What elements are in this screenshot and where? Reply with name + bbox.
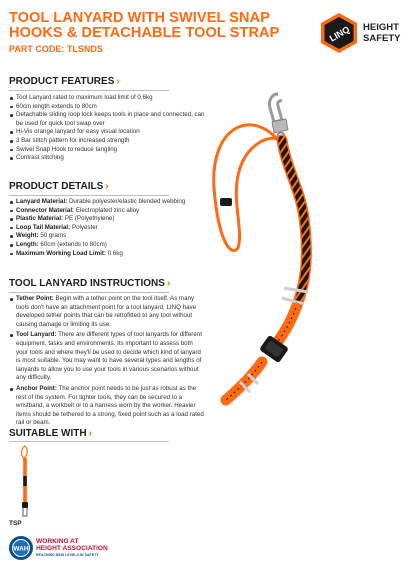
details-heading-text: PRODUCT DETAILS (9, 181, 104, 192)
list-item (9, 250, 204, 259)
detail-label: Weight: (16, 232, 39, 240)
detail-label: Plastic Material: (16, 215, 64, 223)
loop-lock-icon (220, 198, 232, 206)
title-line-1: TOOL LANYARD WITH SWIVEL SNAP (9, 10, 270, 26)
detail-value: PE (Polyethylene) (64, 215, 115, 223)
list-item (9, 241, 204, 250)
wah-tagline: REACHING NEW LEVELS IN SAFETY (36, 553, 99, 557)
logo-line-2: SAFETY (363, 33, 401, 44)
instruction-text: The anchor point needs to be just as robust as the rest of the system. For lighter tools, they can be secured to a wristband, a workbelt or to a harness worn by the worker. Heavier items should be tethered to a strong, fixed point such as a load rated rail or beam. (16, 384, 204, 427)
list-item: Detachable sliding loop lock keeps tools in place and connected, can be used for quick tool swap over (9, 111, 209, 128)
features-heading (9, 76, 120, 87)
detail-label: Maximum Working Load Limit: (16, 249, 106, 257)
instruction-label: Tool Lanyard: (16, 331, 57, 339)
list-item: Contrast stitching (9, 154, 209, 163)
detail-label: Loop Tail Material: (16, 223, 71, 231)
list-item: Tool Lanyard rated to maximum load limit of 0.6kg (9, 94, 209, 103)
lanyard-product-image (200, 88, 416, 448)
list-item (9, 385, 205, 428)
details-divider (9, 195, 169, 196)
title-line-2: HOOKS & DETACHABLE TOOL STRAP (9, 25, 280, 41)
detail-value: Electroplated zinc alloy (75, 206, 140, 214)
features-divider (9, 90, 169, 91)
detail-value: Polyester (71, 223, 98, 231)
list-item: Swivel Snap Hook to reduce tangling (9, 146, 209, 155)
detail-label: Lanyard Material: (16, 198, 68, 205)
list-item (9, 232, 204, 241)
detail-value: 0.6kg (107, 249, 123, 257)
list-item: Hi-Vis orange lanyard for easy visual location (9, 128, 209, 137)
chevron-right-icon: › (88, 428, 92, 439)
details-list (9, 198, 204, 258)
list-item: 60cm length extends to 80cm (9, 103, 209, 112)
instruction-label: Anchor Point: (16, 384, 57, 392)
wah-badge-text: WAH (13, 545, 29, 553)
wah-badge-icon (8, 535, 34, 561)
instruction-text: Begin with a tether point on the tool itself. As many tools don't have an attachment point for a tool lanyard, LINQ have developed tether points that can be retrofitted to any tool without causing damage or limiting its use. (16, 295, 197, 328)
detail-label: Connector Material: (16, 206, 75, 214)
suitable-item-code: TSP (9, 520, 22, 527)
detail-value: 50 grams (40, 232, 67, 240)
chevron-right-icon: › (166, 278, 171, 289)
list-item (9, 295, 205, 329)
part-code (9, 44, 103, 54)
linq-mark: LINQ (327, 24, 352, 44)
page-title (9, 11, 309, 41)
instructions-list (9, 295, 205, 430)
list-item (9, 207, 204, 216)
list-item (9, 215, 204, 224)
features-list (9, 94, 209, 163)
instructions-heading (9, 278, 170, 289)
logo-line-1: HEIGHT (363, 22, 399, 33)
wah-line-2: HEIGHT ASSOCIATION (36, 545, 108, 552)
chevron-right-icon: › (105, 181, 109, 192)
instruction-label: Tether Point: (16, 295, 54, 302)
list-item (9, 198, 204, 207)
chevron-right-icon: › (116, 76, 120, 87)
linq-hexagon-icon (319, 12, 359, 54)
features-heading-text: PRODUCT FEATURES (9, 76, 115, 87)
detail-label: Length: (16, 240, 39, 248)
list-item: 3 Bar stitch pattern for increased strength (9, 137, 209, 146)
tsp-product-image (10, 442, 40, 522)
suitable-heading (9, 428, 92, 439)
list-item (9, 331, 205, 383)
instruction-text: There are different types of tool lanyards for different equipment, tasks and environments. Its important to assess both your tools and where they'll be used to decide which kind of lanyard is most suitable. You may want to have several types and lengths of lanyards to allow you to use your tools in various scenarios without any difficulty. (16, 331, 202, 382)
instructions-divider (9, 292, 169, 293)
wah-logo (8, 535, 148, 567)
detail-value: 60cm (extends to 80cm) (40, 240, 107, 248)
details-heading (9, 181, 109, 192)
linq-logo (319, 12, 409, 54)
wah-line-1: WORKING AT (36, 538, 79, 545)
detail-value: Durable polyester/elastic blended webbing (68, 198, 186, 205)
part-code-label: PART CODE: (9, 44, 65, 54)
part-code-value: TLSNDS (66, 44, 103, 54)
suitable-heading-text: SUITABLE WITH (9, 428, 87, 439)
logo-text (363, 22, 400, 44)
instructions-heading-text: TOOL LANYARD INSTRUCTIONS (9, 278, 165, 289)
list-item (9, 224, 204, 233)
